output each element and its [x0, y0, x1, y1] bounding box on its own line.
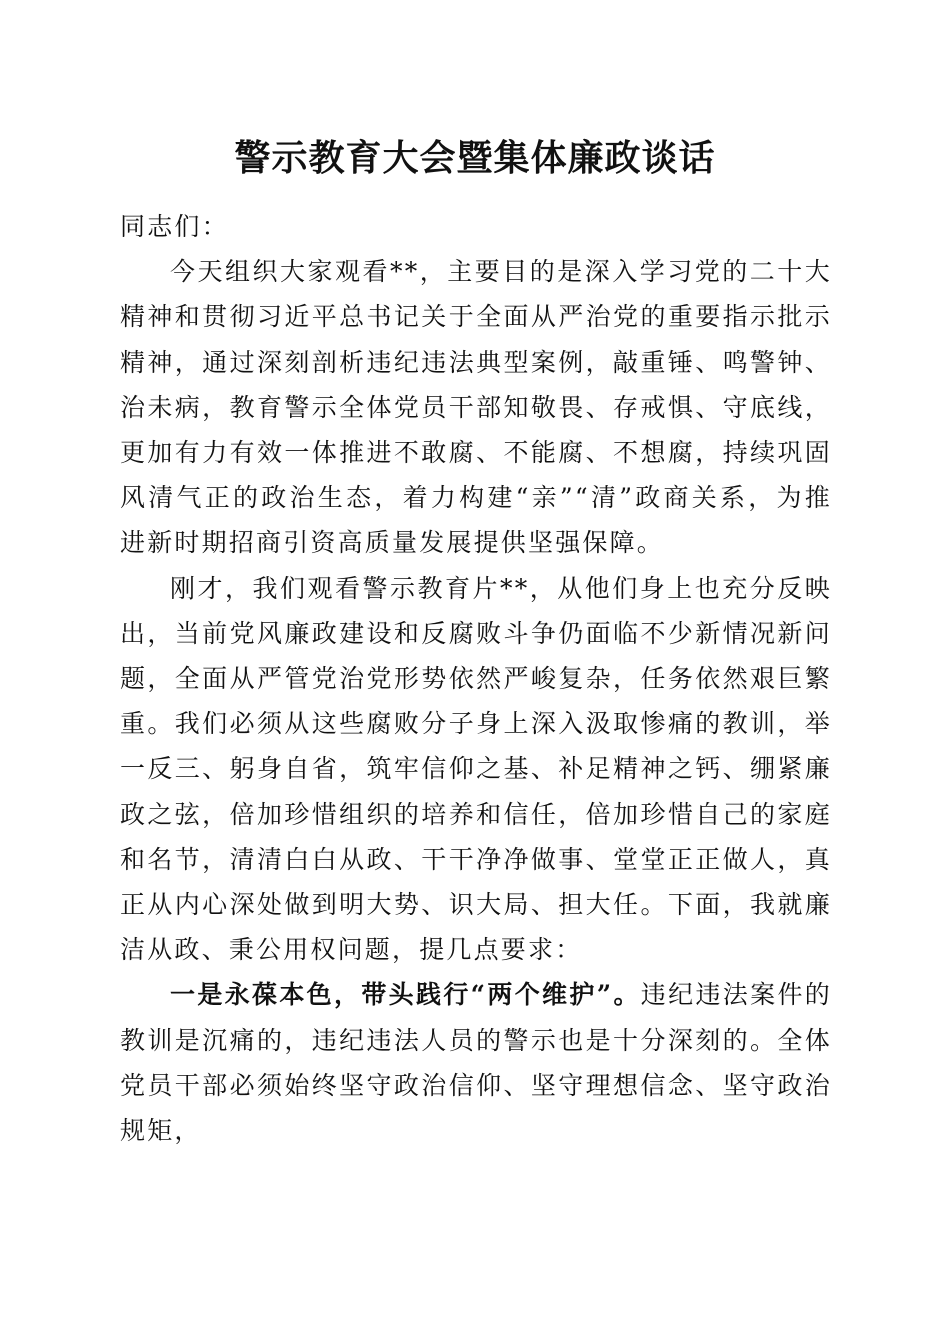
- document-body: [120, 204, 832, 1153]
- paragraph-3: [120, 972, 832, 1153]
- paragraph-2-text: 刚才，我们观看警示教育片**，从他们身上也充分反映出，当前党风廉政建设和反腐败斗争仍面临不少新情况新问题，全面从严管党治党形势依然严峻复杂，任务依然艰巨繁重。我们必须从这些腐败分子身上深入汲取惨痛的教训，举一反三、躬身自省，筑牢信仰之基、补足精神之钙、绷紧廉政之弦，倍加珍惜组织的培养和信任，倍加珍惜自己的家庭和名节，清清白白从政、干干净净做事、堂堂正正做人，真正从内心深处做到明大势、识大局、担大任。下面，我就廉洁从政、秉公用权问题，提几点要求：: [120, 573, 832, 965]
- paragraph-2: [120, 566, 832, 973]
- document-title: 警示教育大会暨集体廉政谈话: [234, 137, 716, 179]
- salutation: 同志们：: [120, 212, 229, 241]
- paragraph-1-text: 今天组织大家观看**，主要目的是深入学习党的二十大精神和贯彻习近平总书记关于全面从严治党的重要指示批示精神，通过深刻剖析违纪违法典型案例，敲重锤、鸣警钟、治未病，教育警示全体党员干部知敬畏、存戒惧、守底线，更加有力有效一体推进不敢腐、不能腐、不想腐，持续巩固风清气正的政治生态，着力构建“亲”“清”政商关系，为推进新时期招商引资高质量发展提供坚强保障。: [120, 257, 832, 558]
- paragraph-1: [120, 249, 832, 565]
- paragraph-3-lead: 一是永葆本色，带头践行“两个维护”。: [170, 980, 641, 1010]
- paragraph-3-text: 违纪违法案件的教训是沉痛的，违纪违法人员的警示也是十分深刻的。全体党员干部必须始终坚守政治信仰、坚守理想信念、坚守政治规矩，: [120, 980, 832, 1146]
